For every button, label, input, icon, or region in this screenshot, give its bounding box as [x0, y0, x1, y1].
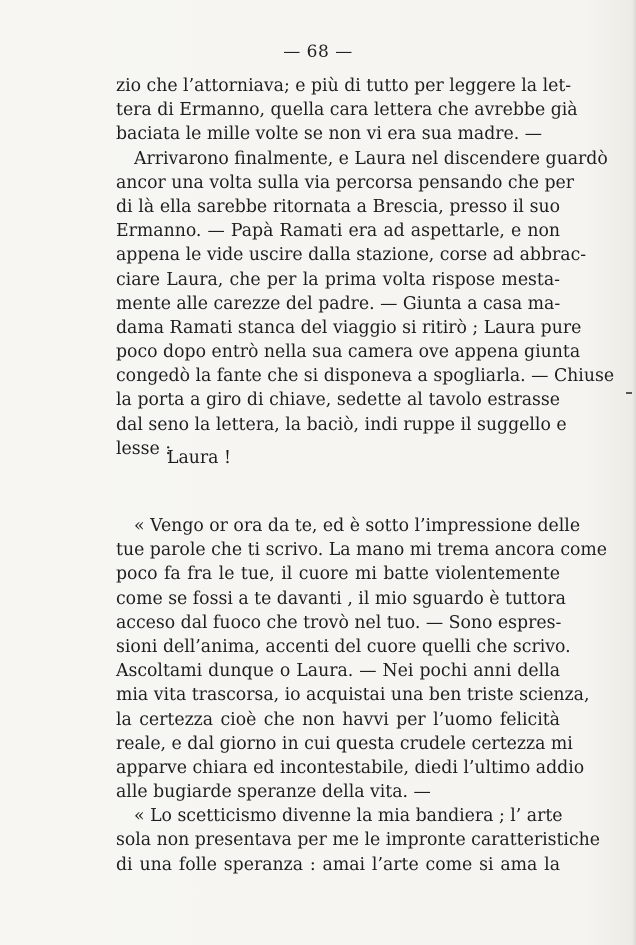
paragraph-letter: [116, 514, 608, 877]
text-line: di là ella sarebbe ritornata a Brescia, presso il suo: [116, 196, 560, 217]
text-line: congedò la fante che si disponeva a spogliarla. — Chiuse: [116, 366, 615, 387]
letter-salutation: Laura !: [167, 448, 231, 468]
text-line: poco dopo entrò nella sua camera ove appena giunta: [116, 342, 581, 363]
text-line: apparve chiara ed incontestabile, diedi l’ultimo addio: [116, 757, 585, 778]
text-line: ciare Laura, che per la prima volta rispose mesta-: [116, 269, 560, 290]
text-line: dama Ramati stanca del viaggio si ritirò ; Laura pure: [116, 317, 582, 338]
text-line: Ermanno. — Papà Ramati era ad aspettarle, e non: [116, 221, 560, 242]
text-line: lesse :: [116, 438, 172, 459]
text-line: Arrivarono finalmente, e Laura nel discendere guardò: [134, 148, 608, 169]
paragraph-narrative: [116, 74, 615, 461]
text-line: mente alle carezze del padre. — Giunta a casa ma-: [116, 293, 561, 314]
text-line: appena le vide uscire dalla stazione, corse ad abbrac-: [116, 245, 587, 266]
text-line: « Lo scetticismo divenne la mia bandiera ; l’ arte: [134, 806, 563, 827]
text-line: tera di Ermanno, quella cara lettera che avrebbe già: [116, 100, 578, 121]
text-line: ancor una volta sulla via percorsa pensando che per: [116, 172, 575, 193]
text-line: alle bugiarde speranze della vita. —: [116, 782, 431, 803]
text-line: sola non presentava per me le impronte caratteristiche: [116, 830, 600, 851]
text-line: zio che l’attorniava; e più di tutto per leggere la let-: [116, 76, 572, 96]
text-line: acceso dal fuoco che trovò nel tuo. — Sono espres-: [116, 612, 562, 633]
page-number: — 68 —: [283, 42, 353, 62]
text-line: tue parole che ti scrivo. La mano mi trema ancora come: [116, 540, 608, 561]
text-line: come se fossi a te davanti , il mio sguardo è tuttora: [116, 588, 566, 609]
text-line: di una folle speranza : amai l’arte come si ama la: [116, 854, 560, 875]
text-line: la certezza cioè che non havvi per l’uomo felicità: [116, 709, 560, 730]
text-line: la porta a giro di chiave, sedette al tavolo estrasse: [116, 390, 560, 411]
text-line: Ascoltami dunque o Laura. — Nei pochi anni della: [116, 661, 560, 682]
text-line: dal seno la lettera, la baciò, indi ruppe il suggello e: [116, 414, 567, 435]
text-line: mia vita trascorsa, io acquistai una ben triste scienza,: [116, 685, 590, 706]
page-edge-shadow: [632, 0, 636, 945]
text-line: reale, e dal giorno in cui questa crudele certezza mi: [116, 733, 573, 754]
margin-mark: [626, 392, 632, 394]
text-line: baciata le mille volte se non vi era sua madre. —: [116, 124, 543, 145]
text-line: sioni dell’anima, accenti del cuore quelli che scrivo.: [116, 636, 571, 657]
text-line: poco fa fra le tue, il cuore mi batte violentemente: [116, 564, 560, 585]
text-line: « Vengo or ora da te, ed è sotto l’impressione delle: [134, 516, 581, 536]
